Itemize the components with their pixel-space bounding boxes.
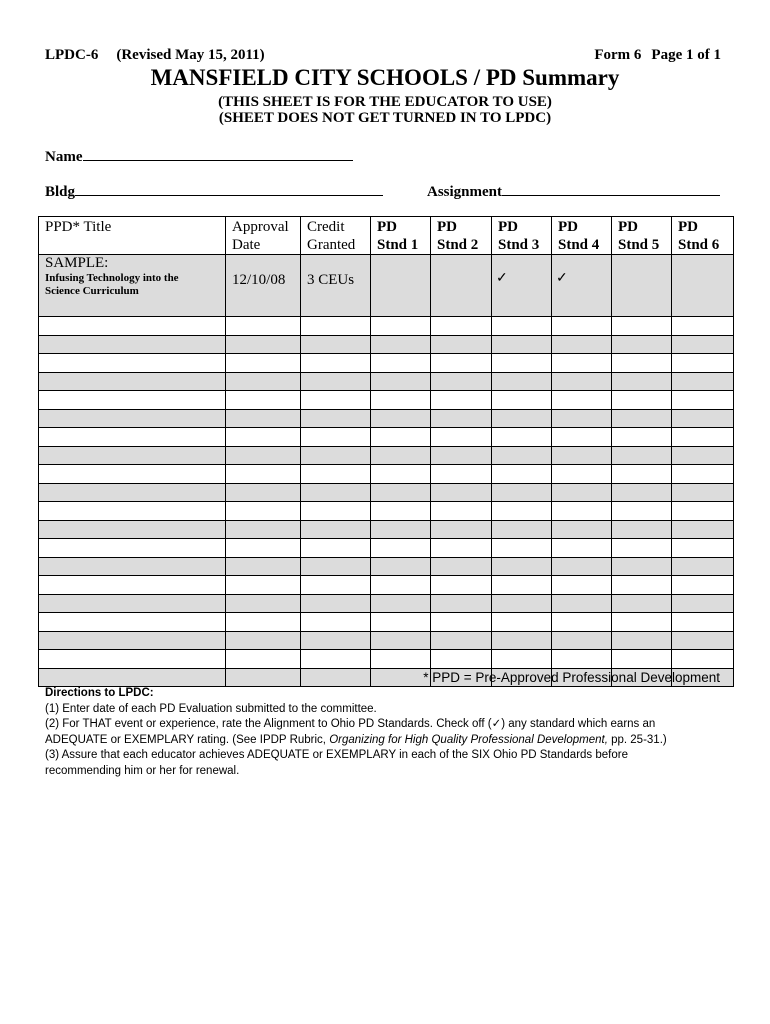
assignment-field[interactable] [427,181,720,201]
table-cell[interactable] [371,539,431,558]
table-cell[interactable] [672,557,734,576]
table-cell[interactable] [226,317,301,336]
table-row [39,317,734,336]
page-number: Page 1 of 1 [651,47,721,63]
table-cell[interactable] [431,372,492,391]
table-cell[interactable] [612,409,672,428]
bldg-field[interactable] [45,181,383,201]
table-row [39,446,734,465]
table-cell[interactable] [39,613,226,632]
table-cell[interactable] [492,409,552,428]
table-cell[interactable] [301,465,371,484]
table-cell[interactable] [672,317,734,336]
table-cell[interactable] [301,613,371,632]
table-cell[interactable] [39,428,226,447]
revised-date: (Revised May 15, 2011) [116,47,265,63]
table-cell[interactable] [301,576,371,595]
table-cell[interactable] [672,483,734,502]
sample-approval-date: 12/10/08 [226,255,301,317]
table-cell[interactable] [371,428,431,447]
table-cell[interactable] [371,631,431,650]
table-row [39,391,734,410]
table-cell[interactable] [226,650,301,669]
table-cell[interactable] [552,631,612,650]
table-cell[interactable] [371,594,431,613]
table-cell[interactable] [226,613,301,632]
table-cell[interactable] [672,520,734,539]
table-cell[interactable] [612,594,672,613]
sample-stnd-1 [371,255,431,317]
table-cell[interactable] [492,428,552,447]
col-credit-granted: Credit Granted [301,217,371,255]
table-cell[interactable] [552,520,612,539]
form-id-line [45,47,265,64]
table-row [39,465,734,484]
col-pd-stnd-6: PD Stnd 6 [672,217,734,255]
table-cell[interactable] [431,557,492,576]
table-cell[interactable] [552,613,612,632]
table-row [39,335,734,354]
table-cell[interactable] [226,483,301,502]
table-cell[interactable] [226,391,301,410]
directions-heading: Directions to LPDC: [45,687,154,699]
table-cell[interactable] [371,576,431,595]
table-cell[interactable] [39,520,226,539]
bldg-label: Bldg [45,184,76,200]
table-cell[interactable] [371,446,431,465]
table-cell[interactable] [39,465,226,484]
table-cell[interactable] [552,502,612,521]
table-cell[interactable] [672,539,734,558]
table-cell[interactable] [492,372,552,391]
table-cell[interactable] [492,354,552,373]
table-cell[interactable] [301,502,371,521]
table-cell[interactable] [552,428,612,447]
table-cell[interactable] [492,391,552,410]
table-cell[interactable] [552,465,612,484]
table-cell[interactable] [672,576,734,595]
table-cell[interactable] [301,335,371,354]
table-cell[interactable] [301,483,371,502]
table-cell[interactable] [39,409,226,428]
table-cell[interactable] [612,446,672,465]
table-cell[interactable] [431,613,492,632]
table-cell[interactable] [371,520,431,539]
table-row [39,613,734,632]
table-cell[interactable] [371,465,431,484]
subtitle-not-turned-in: (SHEET DOES NOT GET TURNED IN TO LPDC) [218,110,552,126]
table-cell[interactable] [39,650,226,669]
directions-item-2a: (2) For THAT event or experience, rate the Alignment to Ohio PD Standards. Check off (✓) any standard which earns an [45,718,656,730]
table-cell[interactable] [431,335,492,354]
table-row [39,594,734,613]
table-row [39,576,734,595]
table-cell[interactable] [226,372,301,391]
table-cell[interactable] [39,668,226,687]
table-cell[interactable] [492,539,552,558]
table-cell[interactable] [612,613,672,632]
table-row [39,631,734,650]
col-pd-stnd-5: PD Stnd 5 [612,217,672,255]
table-cell[interactable] [672,354,734,373]
table-cell[interactable] [371,650,431,669]
sample-stnd-6 [672,255,734,317]
table-cell[interactable] [431,391,492,410]
table-cell[interactable] [371,317,431,336]
table-cell[interactable] [431,483,492,502]
table-cell[interactable] [431,576,492,595]
table-cell[interactable] [431,631,492,650]
table-cell[interactable] [39,631,226,650]
table-cell[interactable] [552,576,612,595]
sample-title-line2: Science Curriculum [45,285,139,297]
assignment-label: Assignment [427,184,503,200]
table-row [39,520,734,539]
table-cell[interactable] [301,428,371,447]
table-cell[interactable] [612,391,672,410]
table-cell[interactable] [552,335,612,354]
table-cell[interactable] [672,428,734,447]
table-cell[interactable] [672,391,734,410]
table-cell[interactable] [301,650,371,669]
page-title: MANSFIELD CITY SCHOOLS / PD Summary [150,65,620,90]
table-cell[interactable] [301,557,371,576]
table-cell[interactable] [672,613,734,632]
table-cell[interactable] [672,650,734,669]
table-cell[interactable] [226,446,301,465]
table-cell[interactable] [492,483,552,502]
table-cell[interactable] [612,502,672,521]
table-cell[interactable] [552,594,612,613]
table-row [39,409,734,428]
table-cell[interactable] [612,335,672,354]
table-cell[interactable] [431,446,492,465]
table-cell[interactable] [226,520,301,539]
table-cell[interactable] [612,428,672,447]
table-cell[interactable] [371,483,431,502]
table-cell[interactable] [492,335,552,354]
sample-title-line1: Infusing Technology into the [45,272,179,284]
table-cell[interactable] [226,594,301,613]
table-cell[interactable] [226,539,301,558]
sample-title-cell [39,255,226,317]
table-cell[interactable] [371,668,431,687]
table-cell[interactable] [371,409,431,428]
table-cell[interactable] [672,409,734,428]
table-row [39,650,734,669]
table-cell[interactable] [371,391,431,410]
directions-item-3b: recommending him or her for renewal. [45,764,240,777]
table-cell[interactable] [301,668,371,687]
directions-block [45,686,735,779]
subtitle-educator-use: (THIS SHEET IS FOR THE EDUCATOR TO USE) [218,94,552,110]
table-cell[interactable] [552,446,612,465]
table-cell[interactable] [552,650,612,669]
table-cell[interactable] [492,317,552,336]
col-pd-stnd-4: PD Stnd 4 [552,217,612,255]
table-cell[interactable] [301,391,371,410]
table-cell[interactable] [226,465,301,484]
table-cell[interactable] [431,409,492,428]
table-cell[interactable] [371,372,431,391]
table-cell[interactable] [552,539,612,558]
table-cell[interactable] [39,557,226,576]
name-blank[interactable] [83,146,353,161]
directions-item-3a: (3) Assure that each educator achieves ADEQUATE or EXEMPLARY in each of the SIX Ohio PD Standards before [45,749,628,761]
table-cell[interactable] [39,502,226,521]
table-row [39,428,734,447]
table-cell[interactable] [39,594,226,613]
directions-item-2b: ADEQUATE or EXEMPLARY rating. (See IPDP Rubric, Organizing for High Quality Professional Development, pp. 25-31.) [45,733,667,746]
table-cell[interactable] [371,354,431,373]
table-cell[interactable] [672,502,734,521]
table-header-row [39,217,734,255]
table-cell[interactable] [371,502,431,521]
table-cell[interactable] [226,428,301,447]
table-cell[interactable] [492,520,552,539]
table-cell[interactable] [431,594,492,613]
table-cell[interactable] [39,576,226,595]
table-cell[interactable] [371,613,431,632]
table-cell[interactable] [612,576,672,595]
table-cell[interactable] [431,502,492,521]
table-cell[interactable] [301,520,371,539]
col-pd-stnd-1: PD Stnd 1 [371,217,431,255]
table-cell[interactable] [226,631,301,650]
form-number: Form 6 [594,47,642,63]
table-cell[interactable] [612,372,672,391]
table-cell[interactable] [552,372,612,391]
col-pd-stnd-3: PD Stnd 3 [492,217,552,255]
table-row [39,539,734,558]
table-row [39,483,734,502]
table-cell[interactable] [301,317,371,336]
pd-summary-table [38,216,734,687]
directions-item-1: (1) Enter date of each PD Evaluation submitted to the committee. [45,702,377,715]
table-cell[interactable] [301,372,371,391]
sample-stnd-2 [431,255,492,317]
table-cell[interactable] [672,465,734,484]
table-cell[interactable] [226,557,301,576]
table-cell[interactable] [301,446,371,465]
table-cell[interactable] [612,483,672,502]
table-cell[interactable] [672,631,734,650]
table-cell[interactable] [39,354,226,373]
table-row [39,502,734,521]
table-cell[interactable] [672,372,734,391]
table-cell[interactable] [672,335,734,354]
form-page-line [594,47,721,64]
table-cell[interactable] [672,446,734,465]
table-cell[interactable] [492,594,552,613]
table-cell[interactable] [492,557,552,576]
table-cell[interactable] [39,391,226,410]
table-cell[interactable] [226,502,301,521]
table-cell[interactable] [226,668,301,687]
name-label: Name [45,149,83,165]
sample-stnd-3-check-icon: ✓ [492,255,552,317]
table-cell[interactable] [431,317,492,336]
table-cell[interactable] [672,594,734,613]
sample-stnd-4-check-icon: ✓ [552,255,612,317]
table-cell[interactable] [612,539,672,558]
table-cell[interactable] [552,557,612,576]
col-approval-date: Approval Date [226,217,301,255]
table-cell[interactable] [612,520,672,539]
table-cell[interactable] [431,650,492,669]
table-cell[interactable] [612,631,672,650]
ppd-footnote: * PPD = Pre-Approved Professional Development [423,670,720,685]
table-cell[interactable] [301,409,371,428]
table-cell[interactable] [492,631,552,650]
table-cell[interactable] [612,317,672,336]
table-cell[interactable] [431,465,492,484]
table-cell[interactable] [431,539,492,558]
col-pd-stnd-2: PD Stnd 2 [431,217,492,255]
table-cell[interactable] [39,335,226,354]
sample-row [39,255,734,317]
sample-label: SAMPLE: [45,255,109,271]
table-cell[interactable] [371,557,431,576]
table-cell[interactable] [371,335,431,354]
table-cell[interactable] [612,465,672,484]
table-cell[interactable] [492,650,552,669]
table-cell[interactable] [39,539,226,558]
table-cell[interactable] [431,520,492,539]
table-cell[interactable] [226,409,301,428]
table-cell[interactable] [492,465,552,484]
name-field[interactable] [45,146,353,166]
table-row [39,354,734,373]
sample-credit: 3 CEUs [301,255,371,317]
table-cell[interactable] [552,391,612,410]
table-cell[interactable] [552,354,612,373]
table-row [39,372,734,391]
table-cell[interactable] [431,428,492,447]
table-cell[interactable] [226,576,301,595]
sample-stnd-5 [612,255,672,317]
table-cell[interactable] [39,446,226,465]
assignment-blank[interactable] [502,181,720,196]
table-cell[interactable] [492,502,552,521]
table-cell[interactable] [39,317,226,336]
table-cell[interactable] [226,335,301,354]
table-cell[interactable] [612,650,672,669]
table-cell[interactable] [301,594,371,613]
table-row [39,557,734,576]
table-cell[interactable] [492,613,552,632]
table-cell[interactable] [39,372,226,391]
table-cell[interactable] [552,483,612,502]
table-cell[interactable] [301,631,371,650]
bldg-blank[interactable] [75,181,383,196]
form-id: LPDC-6 [45,47,99,63]
table-cell[interactable] [492,576,552,595]
table-cell[interactable] [612,557,672,576]
col-ppd-title: PPD* Title [39,217,226,255]
table-cell[interactable] [612,354,672,373]
table-cell[interactable] [226,354,301,373]
table-cell[interactable] [492,446,552,465]
table-cell[interactable] [39,483,226,502]
table-cell[interactable] [431,354,492,373]
table-cell[interactable] [552,317,612,336]
table-cell[interactable] [301,354,371,373]
table-cell[interactable] [301,539,371,558]
table-cell[interactable] [552,409,612,428]
